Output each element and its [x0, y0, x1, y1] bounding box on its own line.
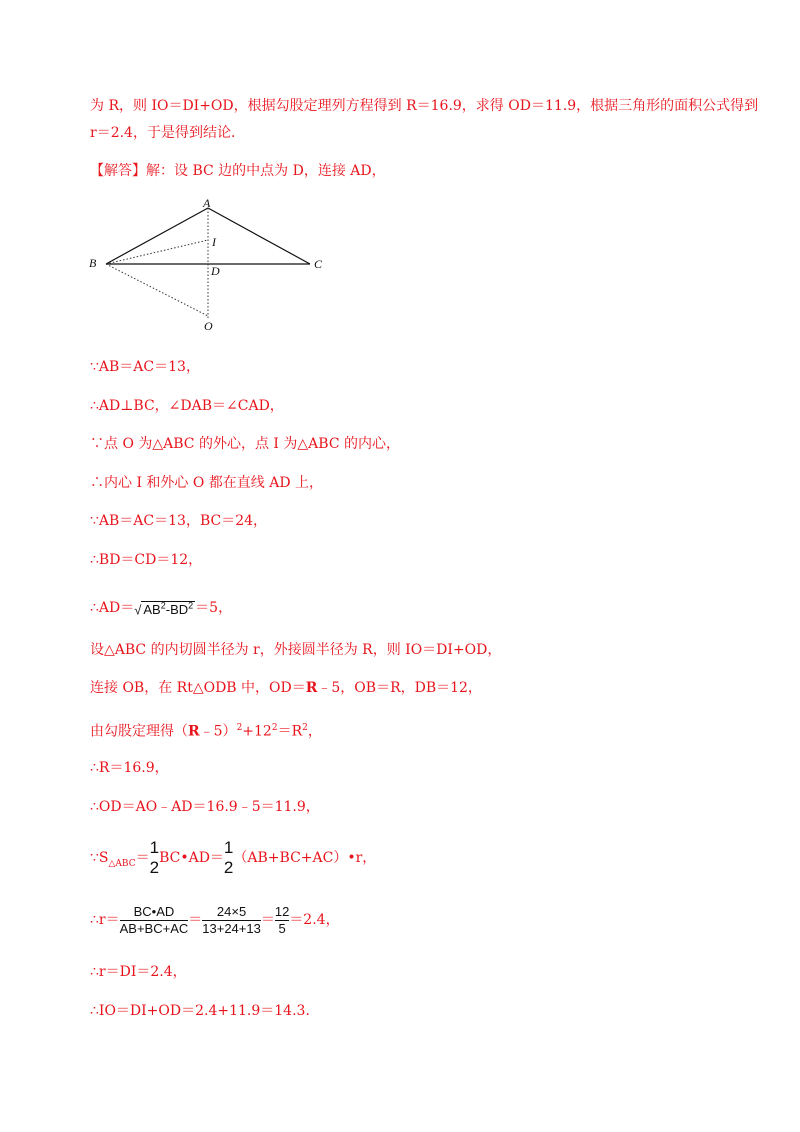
step-9: 连接 OB，在 Rt△ODB 中，OD＝R﹣5，OB＝R，DB＝12， [90, 680, 482, 696]
step-6: ∴BD＝CD＝12， [90, 552, 203, 568]
answer-tag: 【解答】 [90, 163, 146, 179]
fraction-half-2: 1 2 [223, 838, 234, 877]
step-7: ∴AD＝√ $AB^2-BD^2 =5$， [90, 596, 232, 620]
step-12: ∴OD＝AO﹣AD＝16.9﹣5＝11.9， [90, 799, 320, 815]
step-2: ∴AD⊥BC，∠DAB＝∠CAD， [90, 398, 284, 414]
step-1: ∵AB＝AC＝13， [90, 359, 200, 375]
step-8: 设△ABC 的内切圆半径为 r，外接圆半径为 R，则 IO＝DI+OD， [90, 642, 502, 658]
label-c: C [314, 257, 323, 271]
step-13: $\because S_{\triangle ABC}=$ 1 2 BC•AD＝ 1 2 （AB+BC+AC）•r， [90, 838, 377, 877]
segment-bi [106, 240, 208, 264]
label-i: I [212, 235, 216, 249]
label-o: O [204, 319, 213, 333]
segment-bo [106, 264, 208, 316]
step-15: ∴r＝DI＝2.4， [90, 964, 187, 980]
fraction-twelve-fifths: $\frac{12}{5}$ [274, 903, 290, 936]
geometry-figure [84, 194, 334, 336]
label-b: B [89, 256, 97, 270]
step-3: ∵点 O 为△ABC 的外心，点 I 为△ABC 的内心， [90, 436, 400, 452]
step-16: ∴IO＝DI+OD＝2.4+11.9＝14.3． [90, 1003, 320, 1019]
step-11: ∴R＝16.9， [90, 760, 169, 776]
sqrt-expression: √ $AB^2-BD^2$ [134, 601, 194, 618]
label-a: A [203, 196, 211, 210]
answer-header [90, 161, 386, 181]
fraction-half-1: 1 2 [149, 838, 160, 877]
fraction-r-formula: $\frac{BC•AD}{AB+BC+AC}$ [119, 903, 189, 936]
intro-line-2: r＝2.4，于是得到结论． [90, 125, 245, 141]
step-4: ∴内心 I 和外心 O 都在直线 AD 上， [90, 475, 324, 491]
segment-ab [106, 208, 208, 264]
step-10: 由勾股定理得$(R﹣5)^2+12^2=R^2$， [90, 723, 322, 740]
label-d: D [211, 264, 220, 278]
segment-ac [208, 208, 310, 264]
fraction-r-numbers: $\frac{24\times 5}{13+24+13}$ [202, 903, 261, 936]
answer-text: 解：设 BC 边的中点为 D，连接 AD， [146, 163, 386, 179]
intro-line-1: 为 R，则 IO＝DI+OD，根据勾股定理列方程得到 R＝16.9，求得 OD＝11.9，根据三角形的面积公式得到 [90, 98, 759, 114]
step-5: ∵AB＝AC＝13，BC＝24， [90, 513, 268, 529]
step-14: ∴r＝ $\frac{BC•AD}{AB+BC+AC}$ ＝ $\frac{24\times 5}{13+24+13}$ ＝ $\frac{12}{5}$ ＝2.4， [90, 903, 340, 936]
